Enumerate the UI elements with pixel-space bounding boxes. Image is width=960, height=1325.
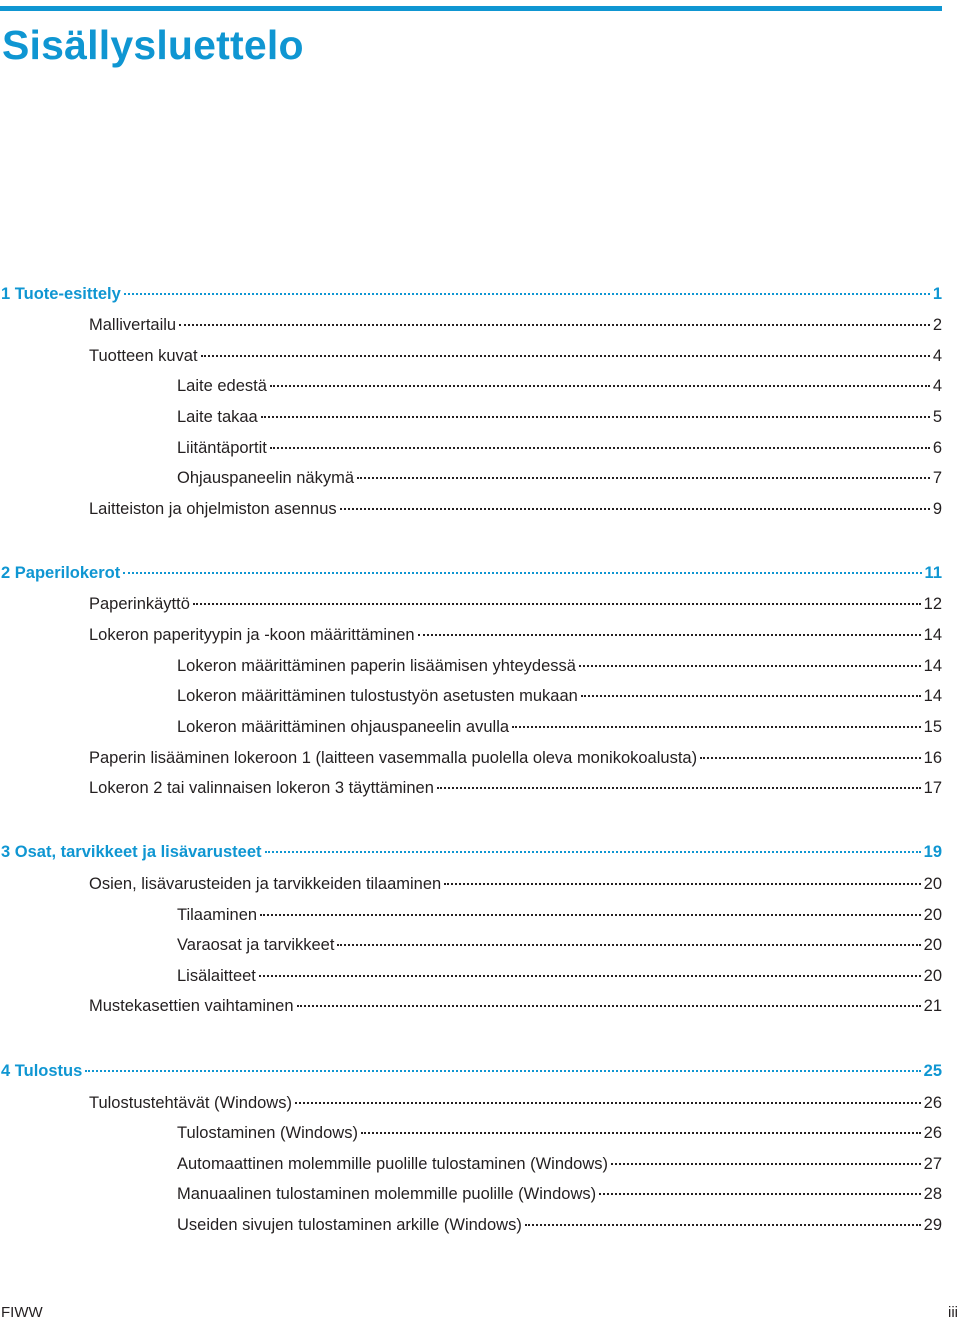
toc-entry[interactable]: [89, 314, 942, 336]
toc-dot-leader: [179, 324, 930, 326]
toc-dot-leader: [260, 914, 921, 916]
toc-dot-leader: [193, 603, 921, 605]
toc-entry-title: Laite takaa: [177, 408, 258, 426]
toc-entry[interactable]: [89, 995, 942, 1017]
toc-entry-title: Manuaalinen tulostaminen molemmille puolille (Windows): [177, 1185, 597, 1203]
toc-page-number: 20: [923, 906, 942, 924]
toc-page-number: 21: [923, 997, 942, 1015]
toc-entry-title: Tilaaminen: [177, 906, 258, 924]
toc-dot-leader: [581, 695, 921, 697]
toc-entry-title: 3 Osat, tarvikkeet ja lisävarusteet: [1, 843, 262, 861]
toc-entry-title: Lokeron paperityypin ja -koon määrittäminen: [89, 626, 415, 644]
toc-page-number: 15: [923, 718, 942, 736]
toc-entry-title: Automaattinen molemmille puolille tulostaminen (Windows): [177, 1155, 609, 1173]
toc-chapter-entry[interactable]: [1, 1060, 942, 1082]
toc-entry-title: Lokeron 2 tai valinnaisen lokeron 3 täyttäminen: [89, 779, 434, 797]
toc-page-number: 29: [923, 1216, 942, 1234]
toc-dot-leader: [85, 1070, 920, 1072]
toc-chapter-entry[interactable]: [1, 562, 942, 584]
toc-entry-title: Lisälaitteet: [177, 967, 256, 985]
toc-entry-title: Lokeron määrittäminen tulostustyön asetusten mukaan: [177, 687, 578, 705]
toc-entry[interactable]: [89, 747, 942, 769]
toc-dot-leader: [265, 851, 921, 853]
toc-page-number: 27: [923, 1155, 942, 1173]
toc-page-number: 4: [932, 347, 942, 365]
footer-page-number: iii: [948, 1304, 958, 1321]
toc-page-number: 11: [924, 564, 942, 582]
toc-entry[interactable]: [177, 965, 942, 987]
toc-entry-title: Lokeron määrittäminen paperin lisäämisen yhteydessä: [177, 657, 576, 675]
toc-entry[interactable]: [89, 498, 942, 520]
toc-entry[interactable]: [177, 934, 942, 956]
toc-page-number: 20: [923, 967, 942, 985]
toc-chapter-entry[interactable]: [1, 841, 942, 863]
toc-entry-title: Varaosat ja tarvikkeet: [177, 936, 335, 954]
toc-dot-leader: [361, 1132, 921, 1134]
toc-entry-title: Useiden sivujen tulostaminen arkille (Windows): [177, 1216, 522, 1234]
toc-entry[interactable]: [177, 655, 942, 677]
toc-dot-leader: [579, 665, 921, 667]
toc-entry-title: Lokeron määrittäminen ohjauspaneelin avulla: [177, 718, 510, 736]
toc-entry-title: Mallivertailu: [89, 316, 177, 334]
toc-page-number: 14: [923, 626, 942, 644]
toc-entry[interactable]: [177, 904, 942, 926]
toc-dot-leader: [340, 508, 930, 510]
toc-entry-title: Tulostustehtävät (Windows): [89, 1094, 292, 1112]
toc-entry[interactable]: [177, 406, 942, 428]
toc-dot-leader: [512, 726, 921, 728]
toc-page-number: 9: [932, 500, 942, 518]
toc-entry[interactable]: [177, 437, 942, 459]
toc-entry[interactable]: [89, 345, 942, 367]
toc-entry-title: 2 Paperilokerot: [1, 564, 121, 582]
toc-entry[interactable]: [177, 1183, 942, 1205]
toc-entry[interactable]: [177, 375, 942, 397]
toc-dot-leader: [357, 477, 930, 479]
footer-label: FIWW: [1, 1304, 43, 1321]
toc-page-number: 17: [923, 779, 942, 797]
toc-dot-leader: [337, 944, 920, 946]
toc-entry[interactable]: [89, 1092, 942, 1114]
toc-entry[interactable]: [177, 1153, 942, 1175]
toc-chapter-entry[interactable]: [1, 283, 942, 305]
page-title: Sisällysluettelo: [2, 22, 304, 68]
toc-page-number: 4: [932, 377, 942, 395]
toc-dot-leader: [295, 1102, 921, 1104]
toc-page-number: 6: [932, 439, 942, 457]
toc-entry-title: Osien, lisävarusteiden ja tarvikkeiden tilaaminen: [89, 875, 442, 893]
toc-entry[interactable]: [177, 1122, 942, 1144]
toc-entry-title: 4 Tulostus: [1, 1062, 83, 1080]
toc-page-number: 28: [923, 1185, 942, 1203]
toc-entry-title: Paperin lisääminen lokeroon 1 (laitteen vasemmalla puolella oleva monikokoalusta): [89, 749, 698, 767]
toc-entry[interactable]: [177, 685, 942, 707]
toc-dot-leader: [418, 634, 921, 636]
toc-dot-leader: [444, 883, 920, 885]
toc-page-number: 5: [932, 408, 942, 426]
toc-entry[interactable]: [177, 1214, 942, 1236]
toc-dot-leader: [270, 447, 930, 449]
toc-entry[interactable]: [89, 777, 942, 799]
toc-page-number: 2: [932, 316, 942, 334]
toc-dot-leader: [437, 787, 921, 789]
toc-dot-leader: [259, 975, 921, 977]
toc-dot-leader: [124, 293, 930, 295]
toc-entry-title: Tulostaminen (Windows): [177, 1124, 358, 1142]
header-rule: [0, 6, 942, 11]
toc-dot-leader: [525, 1224, 921, 1226]
toc-page-number: 19: [923, 843, 942, 861]
toc-page-number: 12: [923, 595, 942, 613]
toc-page-number: 25: [923, 1062, 942, 1080]
toc-page-number: 14: [923, 657, 942, 675]
toc-dot-leader: [599, 1193, 921, 1195]
toc-entry-title: Liitäntäportit: [177, 439, 267, 457]
toc-page-number: 26: [923, 1124, 942, 1142]
toc-page-number: 20: [923, 875, 942, 893]
toc-dot-leader: [123, 572, 921, 574]
toc-entry-title: Tuotteen kuvat: [89, 347, 198, 365]
toc-dot-leader: [201, 355, 930, 357]
toc-entry[interactable]: [89, 873, 942, 895]
toc-page-number: 16: [923, 749, 942, 767]
toc-entry[interactable]: [89, 624, 942, 646]
toc-entry[interactable]: [89, 593, 942, 615]
toc-dot-leader: [700, 757, 921, 759]
toc-page-number: 26: [923, 1094, 942, 1112]
toc-dot-leader: [297, 1005, 921, 1007]
toc-entry-title: 1 Tuote-esittely: [1, 285, 121, 303]
toc-entry-title: Paperinkäyttö: [89, 595, 190, 613]
toc-dot-leader: [270, 385, 930, 387]
toc-entry-title: Ohjauspaneelin näkymä: [177, 469, 355, 487]
toc-page-number: 7: [932, 469, 942, 487]
toc-page-number: 1: [932, 285, 942, 303]
toc-dot-leader: [261, 416, 930, 418]
toc-page-number: 20: [923, 936, 942, 954]
toc-entry-title: Laitteiston ja ohjelmiston asennus: [89, 500, 337, 518]
toc-entry-title: Mustekasettien vaihtaminen: [89, 997, 294, 1015]
toc-dot-leader: [611, 1163, 921, 1165]
toc-entry[interactable]: [177, 467, 942, 489]
toc-entry[interactable]: [177, 716, 942, 738]
toc-entry-title: Laite edestä: [177, 377, 267, 395]
toc-page-number: 14: [923, 687, 942, 705]
